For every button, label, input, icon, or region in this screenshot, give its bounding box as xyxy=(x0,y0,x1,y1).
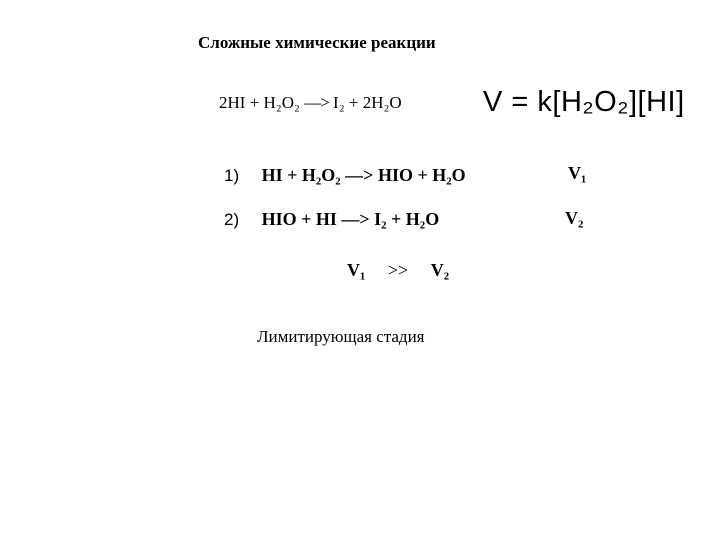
limiting-stage-label: Лимитирующая стадия xyxy=(257,327,425,346)
rate-law: V = k[H₂O₂][HI] xyxy=(483,86,685,118)
step-2-rate: V₂ xyxy=(565,208,584,228)
overall-reaction xyxy=(219,93,402,113)
step-2 xyxy=(224,209,439,230)
slide-title: Сложные химические реакции xyxy=(198,33,436,52)
step-2-equation: HIO + HI —> I₂ + H₂O xyxy=(261,209,440,229)
comparison-operator: >> xyxy=(387,260,409,280)
rate-comparison xyxy=(347,260,449,281)
step-1 xyxy=(224,165,466,186)
overall-reaction-lhs: 2HI + H₂O₂ xyxy=(219,93,300,112)
step-1-equation: HI + H₂O₂ —> HIO + H₂O xyxy=(261,165,466,185)
step-1-number: 1) xyxy=(224,166,240,185)
overall-reaction-rhs: I₂ + 2H₂O xyxy=(333,93,402,112)
comparison-right: V₂ xyxy=(430,260,450,280)
step-1-rate: V₁ xyxy=(568,163,587,183)
reaction-arrow: —> xyxy=(304,93,329,112)
step-2-number: 2) xyxy=(224,210,240,229)
comparison-left: V₁ xyxy=(347,260,366,280)
